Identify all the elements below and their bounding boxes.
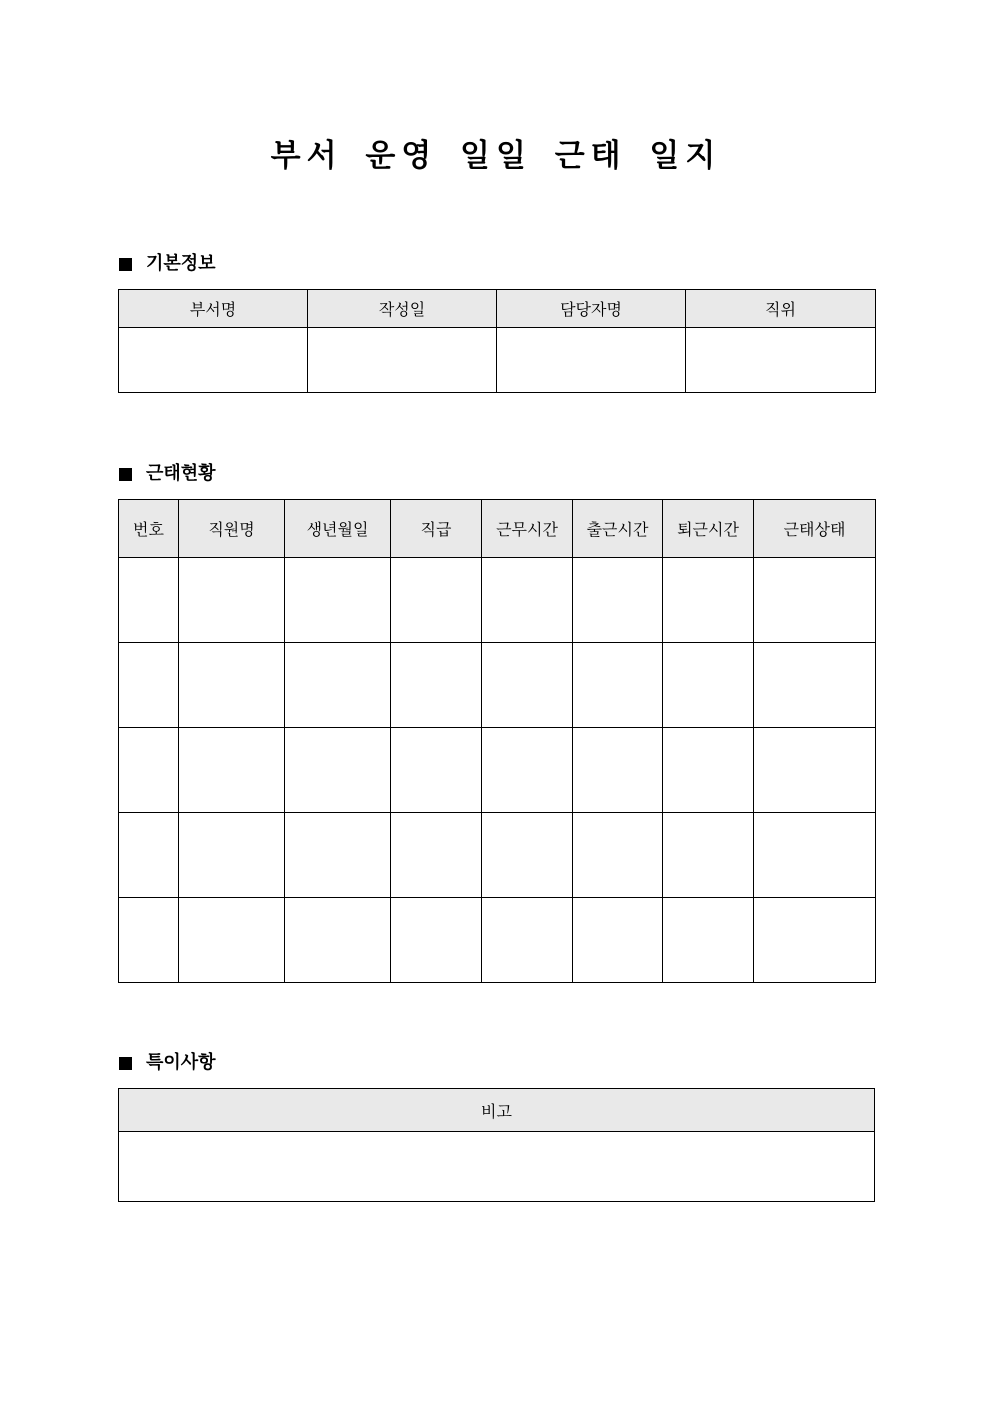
- table-cell[interactable]: [179, 558, 285, 643]
- header-work-hours: 근무시간: [482, 500, 573, 558]
- table-cell[interactable]: [285, 643, 391, 728]
- attendance-table: [118, 499, 876, 983]
- notes-heading-label: 특이사항: [146, 1052, 216, 1073]
- table-cell[interactable]: [119, 558, 179, 643]
- table-row: [119, 643, 876, 728]
- header-department: 부서명: [119, 290, 308, 328]
- department-field[interactable]: [119, 328, 308, 393]
- table-cell[interactable]: [391, 558, 482, 643]
- header-clock-in: 출근시간: [573, 500, 663, 558]
- notes-value-row: [119, 1132, 875, 1202]
- table-cell[interactable]: [391, 728, 482, 813]
- table-cell[interactable]: [482, 813, 573, 898]
- table-cell[interactable]: [285, 728, 391, 813]
- remarks-field[interactable]: [119, 1132, 875, 1202]
- table-cell[interactable]: [179, 813, 285, 898]
- header-attendance-status: 근태상태: [754, 500, 876, 558]
- attendance-heading: [119, 461, 216, 487]
- header-position: 직위: [686, 290, 876, 328]
- header-birth-date: 생년월일: [285, 500, 391, 558]
- table-cell[interactable]: [663, 558, 754, 643]
- attendance-header-row: [119, 500, 876, 558]
- table-cell[interactable]: [573, 813, 663, 898]
- table-cell[interactable]: [482, 898, 573, 983]
- table-cell[interactable]: [663, 728, 754, 813]
- table-cell[interactable]: [119, 813, 179, 898]
- basic-info-table: [118, 289, 876, 393]
- table-cell[interactable]: [285, 813, 391, 898]
- table-cell[interactable]: [119, 898, 179, 983]
- table-cell[interactable]: [391, 898, 482, 983]
- table-row: [119, 898, 876, 983]
- header-date-written: 작성일: [308, 290, 497, 328]
- table-cell[interactable]: [391, 813, 482, 898]
- header-employee-name: 직원명: [179, 500, 285, 558]
- table-cell[interactable]: [663, 898, 754, 983]
- table-cell[interactable]: [179, 728, 285, 813]
- table-cell[interactable]: [663, 643, 754, 728]
- square-bullet-icon: [119, 468, 132, 481]
- header-manager-name: 담당자명: [497, 290, 686, 328]
- table-cell[interactable]: [754, 813, 876, 898]
- table-cell[interactable]: [754, 728, 876, 813]
- basic-info-heading: [119, 251, 216, 277]
- table-cell[interactable]: [285, 558, 391, 643]
- table-cell[interactable]: [179, 643, 285, 728]
- header-number: 번호: [119, 500, 179, 558]
- table-cell[interactable]: [754, 558, 876, 643]
- notes-table: [118, 1088, 875, 1202]
- table-row: [119, 728, 876, 813]
- document-title: 부서 운영 일일 근태 일지: [270, 138, 722, 174]
- table-cell[interactable]: [573, 898, 663, 983]
- table-cell[interactable]: [285, 898, 391, 983]
- notes-heading: [119, 1050, 216, 1076]
- table-cell[interactable]: [573, 728, 663, 813]
- position-field[interactable]: [686, 328, 876, 393]
- table-cell[interactable]: [573, 558, 663, 643]
- header-remarks: 비고: [119, 1089, 875, 1132]
- square-bullet-icon: [119, 1057, 132, 1070]
- table-cell[interactable]: [119, 643, 179, 728]
- basic-info-heading-label: 기본정보: [146, 253, 216, 274]
- table-cell[interactable]: [573, 643, 663, 728]
- table-cell[interactable]: [482, 728, 573, 813]
- table-cell[interactable]: [179, 898, 285, 983]
- header-clock-out: 퇴근시간: [663, 500, 754, 558]
- table-cell[interactable]: [482, 558, 573, 643]
- table-cell[interactable]: [754, 643, 876, 728]
- date-written-field[interactable]: [308, 328, 497, 393]
- table-cell[interactable]: [391, 643, 482, 728]
- header-rank: 직급: [391, 500, 482, 558]
- table-cell[interactable]: [754, 898, 876, 983]
- manager-name-field[interactable]: [497, 328, 686, 393]
- table-row: [119, 813, 876, 898]
- square-bullet-icon: [119, 258, 132, 271]
- table-cell[interactable]: [119, 728, 179, 813]
- notes-header-row: [119, 1089, 875, 1132]
- table-row: [119, 558, 876, 643]
- basic-info-header-row: [119, 290, 876, 328]
- table-cell[interactable]: [482, 643, 573, 728]
- attendance-heading-label: 근태현황: [146, 463, 216, 484]
- table-cell[interactable]: [663, 813, 754, 898]
- basic-info-value-row: [119, 328, 876, 393]
